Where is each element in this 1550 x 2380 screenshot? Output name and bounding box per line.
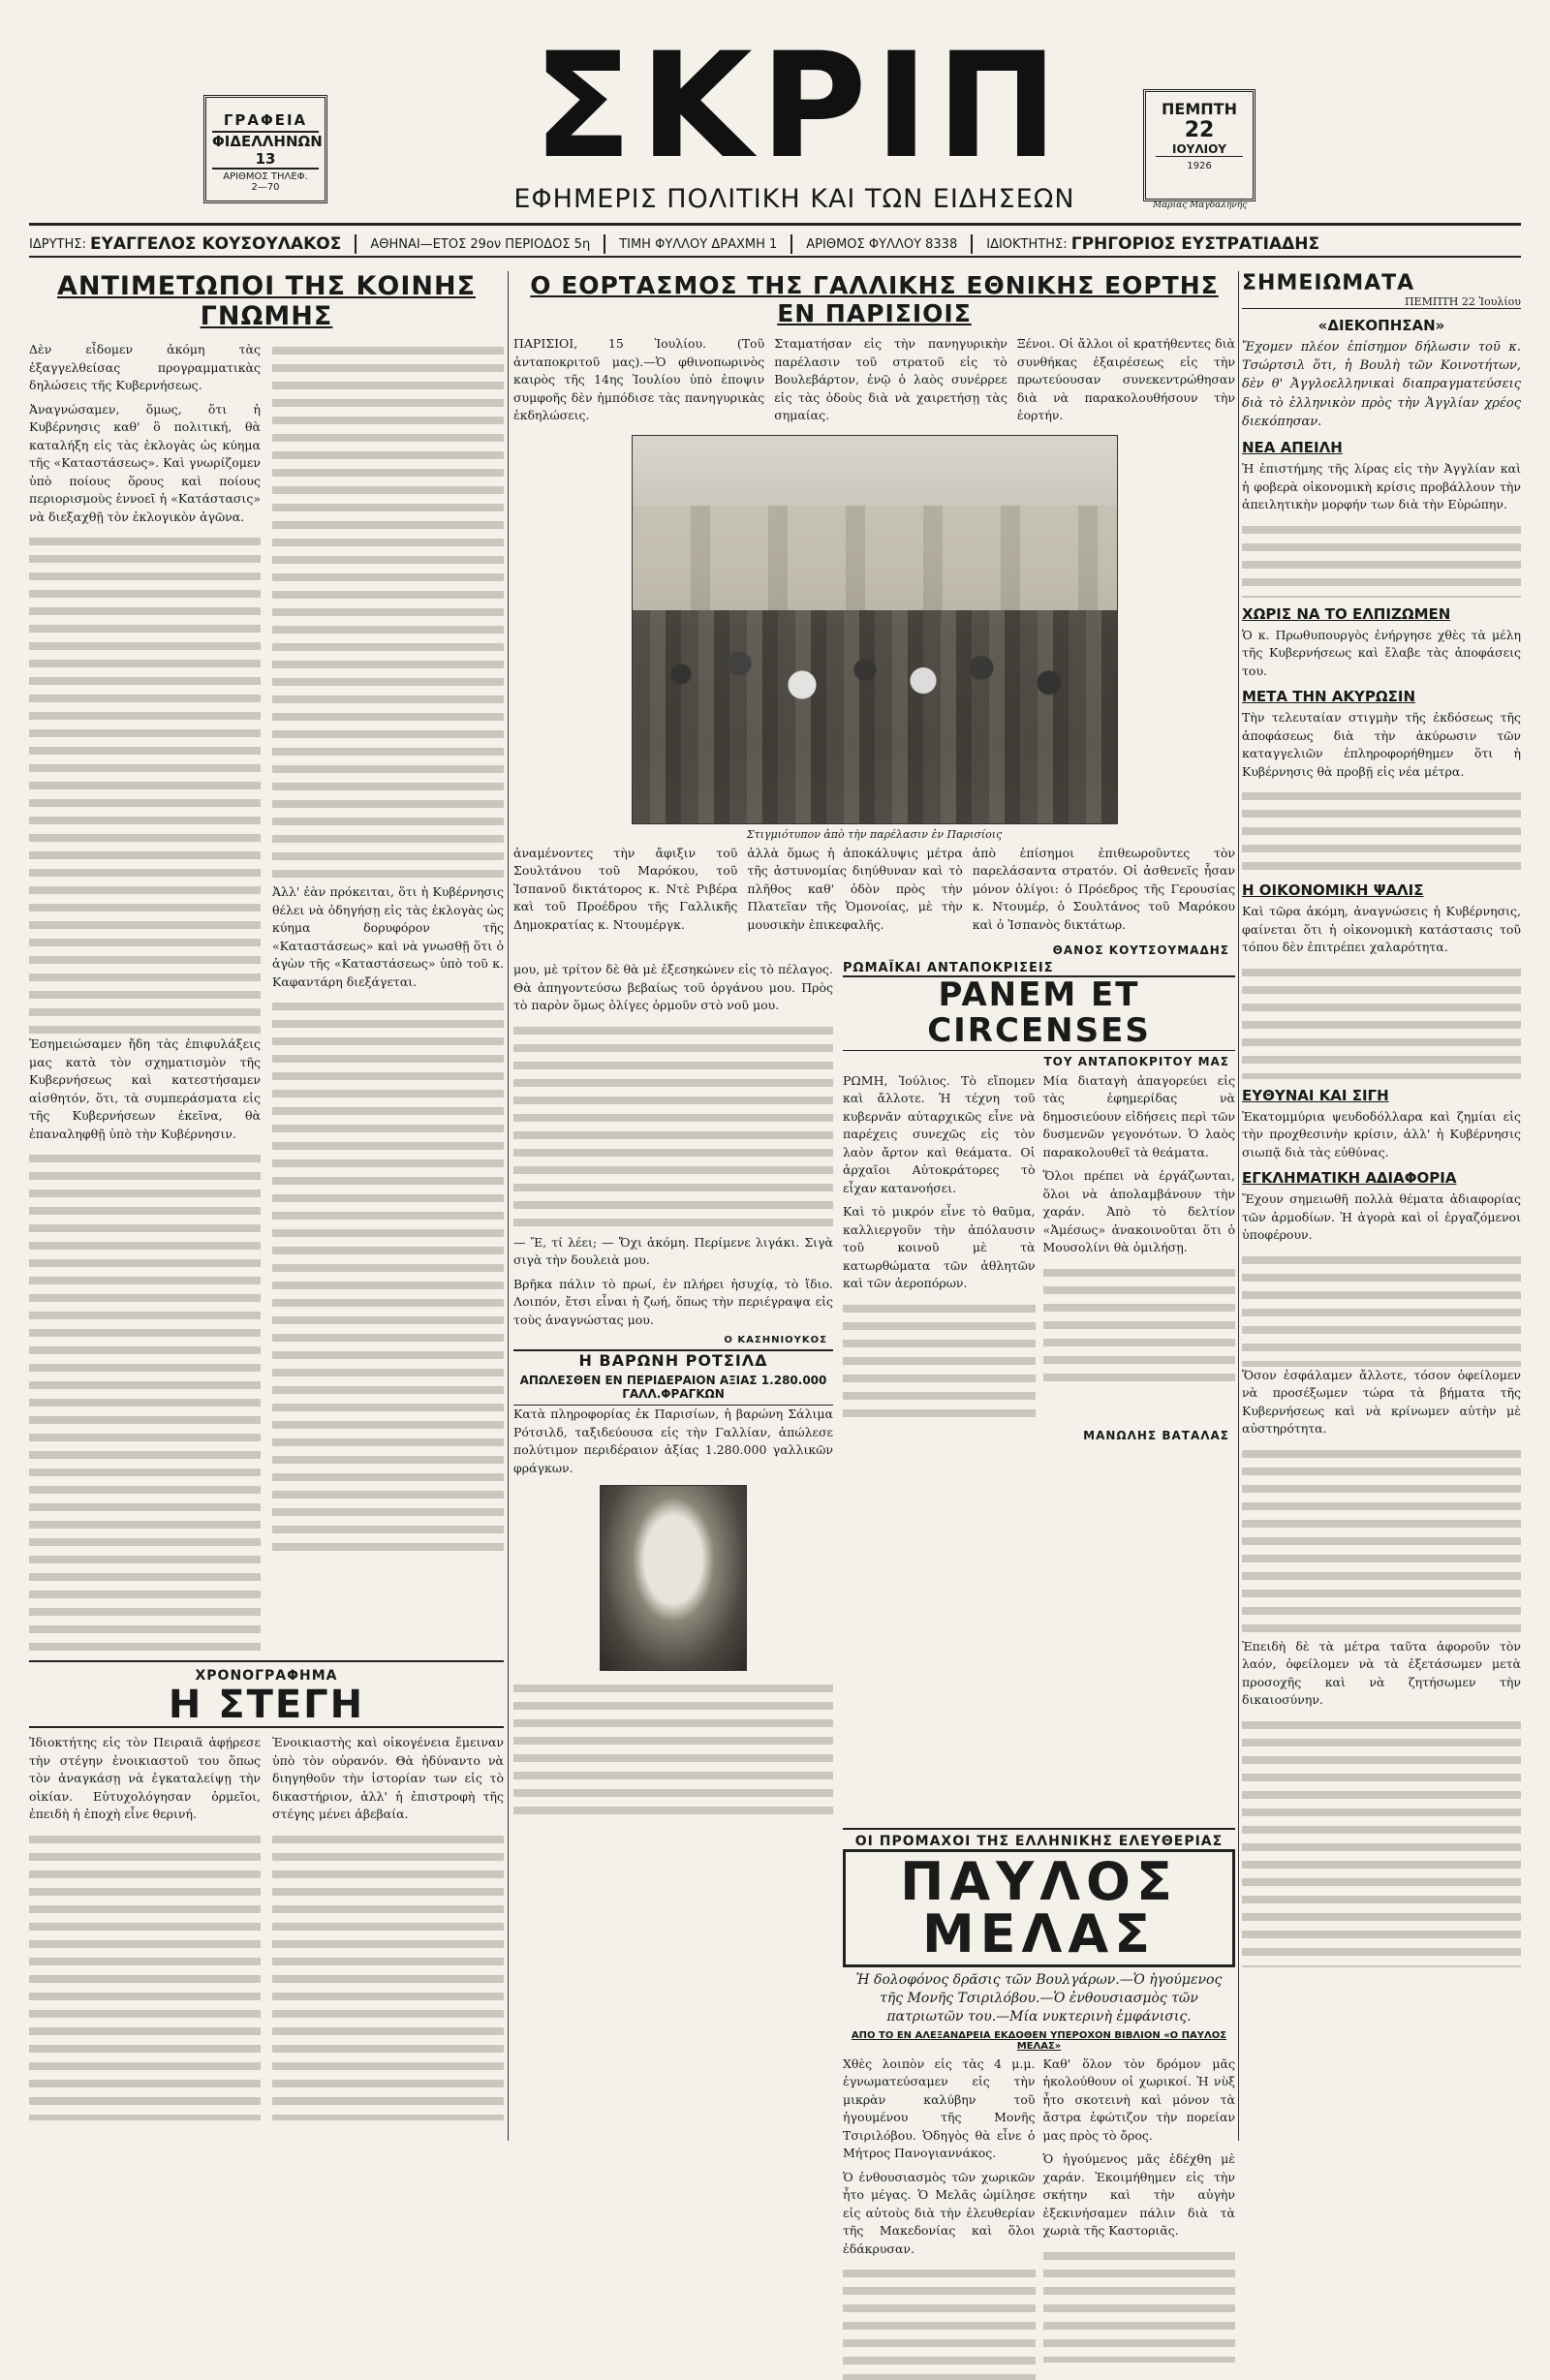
- right-story: [843, 961, 1235, 1824]
- left-story: [513, 961, 833, 1824]
- owner-name: ΓΡΗΓΟΡΙΟΣ ΕΥΣΤΡΑΤΙΑΔΗΣ: [1070, 234, 1320, 254]
- melas-paragraph: Ὁ ἐνθουσιασμὸς τῶν χωρικῶν ἦτο μέγας. Ὁ Μελᾶς ὡμίλησε εἰς αὐτοὺς διὰ τὴν ἐλευθερίαν τῆς Μακεδονίας καὶ ὅλοι ἐδάκρυσαν.: [843, 2169, 1036, 2256]
- paris-paragraph: Ξένοι. Οἱ ἄλλοι οἱ κρατήθεντες διὰ συνθήκας ἐξαιρέσεως εἰς τὴν πρωτεύουσαν συνεκεντρώθησαν διὰ νὰ παρακολουθήσουν τὴν ἑορτήν.: [1016, 336, 1235, 422]
- office-address: ΦΙΔΕΛΛΗΝΩΝ 13: [212, 133, 323, 168]
- editorial-paragraph: Ἀναγνώσαμεν, ὅμως, ὅτι ἡ Κυβέρνησις καθ' ὃ πολιτική, θὰ καταλήξη εἰς τὰς ἐκλογὰς ὡς κύημα τῆς «Καταστάσεως». Καὶ γνωρίζομεν ὑπὸ ποίους ὅρους καὶ ποίους περιορισμοὺς ἐννοεῖ ἡ «Κατάστασις» νὰ διεξαχθῇ τὸν ἐκλογικὸν ἀγῶνα.: [29, 401, 261, 524]
- note-paragraph: Ὅσον ἐσφάλαμεν ἄλλοτε, τόσον ὀφείλομεν νὰ προσέξωμεν τώρα τὰ βήματα τῆς Κυβερνήσεως καὶ νὰ κρίνωμεν αὐτὴν μὲ αὐστηρότητα.: [1242, 1367, 1521, 1437]
- feature-body: [29, 1734, 504, 2120]
- text-block: [29, 1149, 261, 1653]
- editorial-paragraph: Ἐσημειώσαμεν ἤδη τὰς ἐπιφυλάξεις μας κατὰ τὸν σχηματισμὸν τῆς Κυβερνήσεως καὶ κατεστήσαμεν αἰσθητόν, ὅτι, τὰ συμπεράσματα εἰς τῆς Κυβερνήσεων ἐκεῖνα, θὰ ἐπαναληφθῇ ὑπὸ τὴν Κυβέρνησιν.: [29, 1036, 261, 1141]
- info-bar: [29, 232, 1521, 258]
- photo-caption: Στιγμιότυπον ἀπὸ τὴν παρέλασιν ἐν Παρισίοις: [746, 827, 1003, 841]
- feature-paragraph: Ἰδιοκτήτης εἰς τὸν Πειραιᾶ ἀφῄρεσε τὴν στέγην ἐνοικιαστοῦ του ὅπως τὸν ἀναγκάσῃ νὰ ἐγκαταλείψῃ τὴν οἰκίαν. Εὐτυχολόγησαν ὁρμεῖοι, ἐπειδὴ ἡ ἐποχὴ εἶνε θερινή.: [29, 1735, 261, 1821]
- melas-col-b: [1043, 2055, 1236, 2380]
- melas-paragraph: Χθὲς λοιπὸν εἰς τὰς 4 μ.μ. ἐγνωματεύσαμεν εἰς τὴν μικρὰν καλύβην τοῦ ἡγουμένου τῆς Μονῆς Τσιριλόβου. Ὁδηγὸς θὰ εἶνε ὁ Μήτρος Πανογιαννάκος.: [843, 2055, 1036, 2161]
- right-column: [1242, 271, 1521, 1967]
- founder-name: ΕΥΑΓΓΕΛΟΣ ΚΟΥΣΟΥΛΑΚΟΣ: [89, 234, 342, 254]
- rome-kicker: ΡΩΜΑΪΚΑΙ ΑΝΤΑΠΟΚΡΙΣΕΙΣ: [843, 961, 1054, 975]
- text-block: [843, 2264, 1036, 2380]
- office-label: ΓΡΑΦΕΙΑ: [223, 111, 308, 129]
- rome-title: PANEM ET CIRCENSES: [843, 975, 1235, 1051]
- photo-buildings: [633, 506, 1117, 622]
- story-paragraph: μου, μὲ τρίτον δὲ θὰ μὲ ἐξεσηκώνεν εἰς τὸ πέλαγος. Θὰ ἀπηγοντεύσω βεβαίως τοῦ ὀργάνου μου. Πρὸς τὸ παρὸν ὅμως ὁλίγες ὁρμοῦν στὸ νοῦ μου.: [513, 962, 833, 1012]
- rome-paragraph: Καὶ τὸ μικρόν εἶνε τὸ θαῦμα, καλλιεργοῦν τὴν ἀπόλαυσιν τοῦ κοινοῦ μὲ τὰ κατωρθώματα τῶν ἀθλητῶν καὶ τῶν ἀεροπόρων.: [843, 1204, 1036, 1291]
- issue-price: ΤΙΜΗ ΦΥΛΛΟΥ ΔΡΑΧΜΗ 1: [619, 236, 778, 252]
- note-heading: ΜΕΤΑ ΤΗΝ ΑΚΥΡΩΣΙΝ: [1242, 688, 1416, 706]
- text-block: [1242, 787, 1521, 874]
- paris-paragraph: ἀλλὰ ὅμως ἡ ἀποκάλυψις μέτρα τῆς ἀστυνομίας διηύθυναν καὶ τὸ πλῆθος καθ' ὁδὸν πρὸς τὴν Πλατεῖαν τῆς Ὁμονοίας, μὲ τὴν μουσικὴν ἐπικεφαλῆς.: [747, 845, 963, 932]
- note-heading: «ΔΙΕΚΟΠΗΣΑΝ»: [1318, 317, 1445, 334]
- text-block: [29, 532, 261, 1035]
- date-number: 22: [1184, 118, 1215, 142]
- phone-number: 2—70: [251, 182, 280, 193]
- text-block: [513, 1021, 833, 1234]
- notes-date: ΠΕΜΠΤΗ 22 Ἰουλίου: [1242, 295, 1521, 309]
- newspaper-page: [29, 22, 1521, 2256]
- paris-continued: [513, 845, 1235, 941]
- rothschild-subheadline: ΑΠΩΛΕΣΘΕΝ ΕΝ ΠΕΡΙΔΕΡΑΙΟΝ ΑΞΙΑΣ 1.280.000 ΓΑΛΛ.ΦΡΑΓΚΩΝ: [519, 1374, 827, 1401]
- note-heading: ΕΓΚΛΗΜΑΤΙΚΗ ΑΔΙΑΦΟΡΙΑ: [1242, 1169, 1457, 1188]
- feature-paragraph: Ἐνοικιαστὴς καὶ οἰκογένεια ἔμειναν ὑπὸ τὸν οὐρανόν. Θὰ ἠδύναντο νὰ διηγηθοῦν τὴν ἱστορίαν των εἰς τὸ δικαστήριον, ἀλλ' ἡ ἐπιστροφὴ τῆς στέγης μένει ἀβεβαία.: [272, 1735, 504, 1821]
- note-heading: Η ΟΙΚΟΝΟΜΙΚΗ ΨΑΛΙΣ: [1242, 881, 1424, 900]
- text-block: [1242, 520, 1521, 598]
- rome-signature: ΜΑΝΩΛΗΣ ΒΑΤΑΛΑΣ: [1083, 1428, 1229, 1442]
- melas-paragraph: Καθ' ὅλον τὸν δρόμον μᾶς ἠκολούθουν οἱ χωρικοί. Ἡ νὺξ ἦτο σκοτεινὴ καὶ μόνον τὰ ἄστρα ἐφώτιζον τὴν πορείαν μας πρὸς τὸ ὄρος.: [1042, 2055, 1235, 2143]
- text-block: [513, 1679, 833, 1824]
- text-block: [29, 1830, 261, 2120]
- melas-title: ΠΑΥΛΟΣ ΜΕΛΑΣ: [843, 1849, 1235, 1967]
- melas-col-a: [843, 2055, 1036, 2380]
- paris-paragraph: ἀπὸ ἐπίσημοι ἐπιθεωροῦντες τὸν παρελάσαντα στρατόν. Οἱ ἀσθενεῖς ἦσαν μόνον ὀλίγοι: ὁ Πρόεδρος τῆς Γερουσίας κ. Ντουμέρ, ὁ Σουλτάνος τοῦ Μαρόκου καὶ ὁ Ἰσπανὸς δικτάτωρ.: [972, 845, 1235, 932]
- date-year: 1926: [1187, 161, 1212, 171]
- masthead-rule: [29, 223, 1521, 226]
- melas-section: [843, 1828, 1235, 2380]
- column-rule: [1238, 271, 1239, 2141]
- feature-section: [29, 1660, 504, 2120]
- date-box: [1143, 89, 1256, 201]
- feature-col-a: [29, 1734, 261, 2120]
- editorial-col-a: [29, 341, 261, 1653]
- note-heading: ΧΩΡΙΣ ΝΑ ΤΟ ΕΛΠΙΖΩΜΕΝ: [1242, 604, 1451, 623]
- editorial-headline: ΑΝΤΙΜΕΤΩΠΟΙ ΤΗΣ ΚΟΙΝΗΣ ΓΝΩΜΗΣ: [56, 271, 477, 331]
- info-divider: [604, 234, 605, 254]
- melas-kicker: ΟΙ ΠΡΟΜΑΧΟΙ ΤΗΣ ΕΛΛΗΝΙΚΗΣ ΕΛΕΥΘΕΡΙΑΣ: [854, 1834, 1224, 1849]
- text-block: [1043, 2246, 1236, 2363]
- owner-label: ΙΔΙΟΚΤΗΤΗΣ:: [986, 236, 1068, 252]
- text-block: [1242, 1444, 1521, 1638]
- feature-col-b: [272, 1734, 504, 2120]
- feature-kicker: ΧΡΟΝΟΓΡΑΦΗΜΑ: [195, 1668, 338, 1684]
- editorial-paragraph: Δὲν εἶδομεν ἀκόμη τὰς ἐξαγγελθείσας προγραμματικὰς δηλώσεις τῆς Κυβερνήσεως.: [29, 342, 261, 392]
- note-paragraph: Ἔχουν σημειωθῆ πολλὰ θέματα ἀδιαφορίας τῶν ἀρμοδίων. Ἡ ἀγορὰ καὶ οἱ ἐργαζόμενοι ὑποφέρουν.: [1242, 1191, 1521, 1243]
- text-block: [272, 997, 504, 1559]
- phone-label: ΑΡΙΘΜΟΣ ΤΗΛΕΦ.: [223, 171, 308, 182]
- rothschild-section: [513, 1349, 833, 1406]
- parade-photo: [632, 435, 1118, 824]
- info-divider: [790, 234, 792, 254]
- feature-title: Η ΣΤΕΓΗ: [29, 1684, 504, 1728]
- notes-heading: ΣΗΜΕΙΩΜΑΤΑ: [1242, 271, 1415, 295]
- story-paragraph: Βρῆκα πάλιν τὸ πρωί, ἐν πλήρει ἡσυχίᾳ, τὸ ἴδιο. Λοιπόν, ἔτσι εἶναι ἡ ζωή, ὅπως τὴν περιέγραψα εἰς τοὺς ἀναγνώστας μου.: [513, 1276, 833, 1327]
- text-block: [1242, 963, 1521, 1079]
- text-block: [843, 1299, 1036, 1425]
- rome-col-a: [843, 1072, 1036, 1425]
- note-paragraph: Τὴν τελευταίαν στιγμὴν τῆς ἐκδόσεως τῆς ἀποφάσεως διὰ τὴν ἀκύρωσιν τῶν καταγγελιῶν ἐπληροφορήθημεν ὅτι ἡ Κυβέρνησις θὰ προβῇ εἰς νέα μέτρα.: [1242, 710, 1521, 779]
- paris-paragraph: ΠΑΡΙΣΙΟΙ, 15 Ἰουλίου. (Τοῦ ἀνταποκριτοῦ μας).—Ὁ φθινοπωρινὸς καιρὸς τῆς 14ης Ἰουλίου ὑπὸ ἐποψιν συμφοῆς δὲν ἠμπόδισε τὰς πανηγυρικὰς ἐκδηλώσεις.: [513, 336, 765, 422]
- note-heading: ΝΕΑ ΑΠΕΙΛΗ: [1242, 439, 1343, 457]
- mid-section: [513, 961, 1235, 1824]
- date-month: ΙΟΥΛΙΟΥ: [1156, 142, 1243, 157]
- text-block: [1043, 1263, 1236, 1389]
- feast-day-note: Μαρίας Μαγδαληνής: [1153, 201, 1248, 210]
- rome-paragraph: ΡΩΜΗ, Ἰούλιος. Τὸ εἴπομεν καὶ ἄλλοτε. Ἡ τέχνη τοῦ κυβερνᾶν αὐταρχικῶς εἶνε νὰ παρέχεις συνεχῶς εἰς τὸν λαὸν ἄρτον καὶ θεάματα. Οἱ ἀρχαῖοι Αὐτοκράτορες τὸ εἶχαν κατανοήσει.: [843, 1072, 1036, 1195]
- rome-paragraph: Μία διαταγὴ ἀπαγορεύει εἰς τὰς ἐφημερίδας νὰ δημοσιεύουν εἰδήσεις περὶ τῶν δυσμενῶν γεγονότων. Ὁ λαὸς παρακολουθεῖ τὰ θεάματα.: [1042, 1072, 1235, 1159]
- rome-body: [843, 1072, 1235, 1425]
- note-paragraph: Ἐπειδὴ δὲ τὰ μέτρα ταῦτα ἀφοροῦν τὸν λαόν, ὀφείλομεν νὰ τὰ ἐξετάσωμεν μετὰ προσοχῆς καὶ νὰ ζητήσωμεν τὴν δικαιοσύνην.: [1242, 1638, 1521, 1708]
- rothschild-paragraph: Κατὰ πληροφορίας ἐκ Παρισίων, ἡ βαρώνη Σάλιμα Ρότσιλδ, ταξιδεύουσα εἰς τὴν Γαλλίαν, ἀπώλεσε πολύτιμον περιδέραιον ἀξίας 1.280.000 γαλλικῶν φράγκων.: [513, 1406, 833, 1475]
- text-block: [272, 341, 504, 883]
- melas-subheadline: ΑΠΟ ΤΟ ΕΝ ΑΛΕΞΑΝΔΡΕΙΑ ΕΚΔΟΘΕΝ ΥΠΕΡΟΧΟΝ ΒΙΒΛΙΟΝ «Ο ΠΑΥΛΟΣ ΜΕΛΑΣ»: [851, 2029, 1227, 2052]
- story-signature: Ο ΚΑΣΗΝΙΟΥΚΟΣ: [724, 1335, 827, 1345]
- melas-paragraph: Ὁ ἡγούμενος μᾶς ἐδέχθη μὲ χαράν. Ἐκοιμήθημεν εἰς τὴν σκήτην καὶ τὴν αὐγὴν ἐξεκινήσαμεν πάλιν διὰ τὰ χωριὰ τῆς Καστοριᾶς.: [1042, 2151, 1235, 2239]
- center-column: [513, 271, 1235, 2380]
- info-divider: [971, 234, 973, 254]
- editorial-body: [29, 341, 504, 1653]
- founder-label: ΙΔΡΥΤΗΣ:: [29, 236, 86, 252]
- note-paragraph: Ὁ κ. Πρωθυπουργὸς ἐνήργησε χθὲς τὰ μέλη τῆς Κυβερνήσεως καὶ ἔλαβε τὰς ἀποφάσεις του.: [1242, 627, 1521, 678]
- text-block: [1242, 1715, 1521, 1967]
- column-rule: [508, 271, 509, 2141]
- newspaper-subtitle: ΕΦΗΜΕΡΙΣ ΠΟΛΙΤΙΚΗ ΚΑΙ ΤΩΝ ΕΙΔΗΣΕΩΝ: [513, 184, 1075, 214]
- date-day: ΠΕΜΠΤΗ: [1162, 100, 1237, 118]
- text-block: [272, 1830, 504, 2120]
- note-heading: ΕΥΘΥΝΑΙ ΚΑΙ ΣΙΓΗ: [1242, 1086, 1389, 1104]
- note-paragraph: Ἔχομεν πλέον ἐπίσημον δήλωσιν τοῦ κ. Τσώρτσιλ ὅτι, ἡ Βουλὴ τῶν Κοινοτήτων, δὲν θ' Ἀγγλοελληνικαὶ διαπραγματεύσεις διὰ τὸ ἑλληνικὸν πρὸς τὴν Ἀγγλίαν χρέος διεκόπησαν.: [1242, 340, 1521, 429]
- portrait-photo: [600, 1485, 747, 1671]
- story-paragraph: — Ἔ, τί λέει; — Ὄχι ἀκόμη. Περίμενε λιγάκι. Σιγὰ σιγὰ τὴν δουλειὰ μου.: [513, 1234, 833, 1267]
- rome-paragraph: Ὅλοι πρέπει νὰ ἐργάζωνται, ὅλοι νὰ ἀπολαμβάνουν τὴν χαράν. Ἀπὸ τὸ δελτίον «Ἀμέσως» ἀνακοινοῦται ὅτι ὁ Μουσολίνι θὰ ὁμιλήσῃ.: [1042, 1168, 1235, 1255]
- rome-byline: ΤΟΥ ΑΝΤΑΠΟΚΡΙΤΟΥ ΜΑΣ: [1043, 1054, 1229, 1068]
- note-paragraph: Καὶ τῶρα ἀκόμη, ἀναγνώσεις ἡ Κυβέρνησις, φαίνεται ὅτι ἡ οἰκονομικὴ κατάστασις τοῦ τόπου δὲν ἐπιτρέπει χαλαρότητα.: [1242, 904, 1521, 955]
- masthead: [29, 22, 1521, 232]
- info-divider: [355, 234, 356, 254]
- editorial-col-b: [272, 341, 504, 1653]
- rome-col-b: [1043, 1072, 1236, 1425]
- paris-intro: [513, 335, 1235, 431]
- paris-signature: ΘΑΝΟΣ ΚΟΥΤΣΟΥΜΑΔΗΣ: [1052, 943, 1229, 957]
- text-block: [1242, 1251, 1521, 1367]
- newspaper-title: ΣΚΡΙΠ: [533, 22, 1066, 191]
- melas-deck: Ἡ δολοφόνος δρᾶσις τῶν Βουλγάρων.—Ὁ ἡγούμενος τῆς Μονῆς Τσιριλόβου.—Ὁ ἐνθουσιασμὸς τῶν πατριωτῶν του.—Μία νυκτερινὴ ἐμφάνισις.: [855, 1972, 1223, 2025]
- issue-number: ΑΡΙΘΜΟΣ ΦΥΛΛΟΥ 8338: [806, 236, 958, 252]
- note-paragraph: Ἡ ἐπιστήμης τῆς λίρας εἰς τὴν Ἀγγλίαν καὶ ἡ φοβερὰ οἰκονομικὴ κρίσις προβάλλουν τὴν ἀπειλητικὴν μορφήν των διὰ τὴν Εὐρώπην.: [1242, 461, 1521, 512]
- paris-paragraph: Σταματήσαν εἰς τὴν πανηγυρικὴν παρέλασιν τοῦ στρατοῦ εἰς τὸ Βουλεβάρτον, ἐνῷ ὁ λαὸς συνέρρεε εἰς τὰς ὁδοὺς διὰ νὰ χαιρετήσῃ τὰς σημαίας.: [774, 336, 1008, 422]
- paris-headline: Ο ΕΟΡΤΑΣΜΟΣ ΤΗΣ ΓΑΛΛΙΚΗΣ ΕΘΝΙΚΗΣ ΕΟΡΤΗΣ ΕΝ ΠΑΡΙΣΙΟΙΣ: [530, 271, 1219, 327]
- note-paragraph: Ἐκατομμύρια ψευδοδόλλαρα καὶ ζημίαι εἰς τὴν προχθεσινὴν κρίσιν, ἀλλ' ἡ Κυβέρνησις σιωπᾷ διὰ τὰς εὐθύνας.: [1242, 1108, 1521, 1159]
- photo-crowd: [633, 610, 1117, 823]
- paris-paragraph: ἀναμένοντες τὴν ἄφιξιν τοῦ Σουλτάνου τοῦ Μαρόκου, τοῦ Ἰσπανοῦ δικτάτορος κ. Ντὲ Ριβέρα καὶ τοῦ Προέδρου τῆς Γαλλικῆς Δημοκρατίας κ. Ντουμέργκ.: [513, 845, 738, 932]
- left-column: [29, 271, 504, 2120]
- editorial-paragraph: Ἀλλ' ἐὰν πρόκειται, ὅτι ἡ Κυβέρνησις θέλει νὰ ὁδηγήσῃ εἰς τὰς ἐκλογὰς ὡς κύημα δορυφόρον τῆς «Καταστάσεως» καὶ νὰ γνωσθῇ ὅτι ὁ ἀγὼν τῆς «Καταστάσεως» ὑπὸ τοῦ κ. Καφαντάρη διεξάγεται.: [272, 884, 504, 989]
- year-period: ΑΘΗΝΑΙ—ΕΤΟΣ 29ον ΠΕΡΙΟΔΟΣ 5η: [370, 236, 591, 252]
- melas-body: [843, 2055, 1235, 2380]
- rothschild-headline: Η ΒΑΡΩΝΗ ΡΟΤΣΙΛΔ: [578, 1351, 768, 1370]
- office-box: [203, 95, 327, 203]
